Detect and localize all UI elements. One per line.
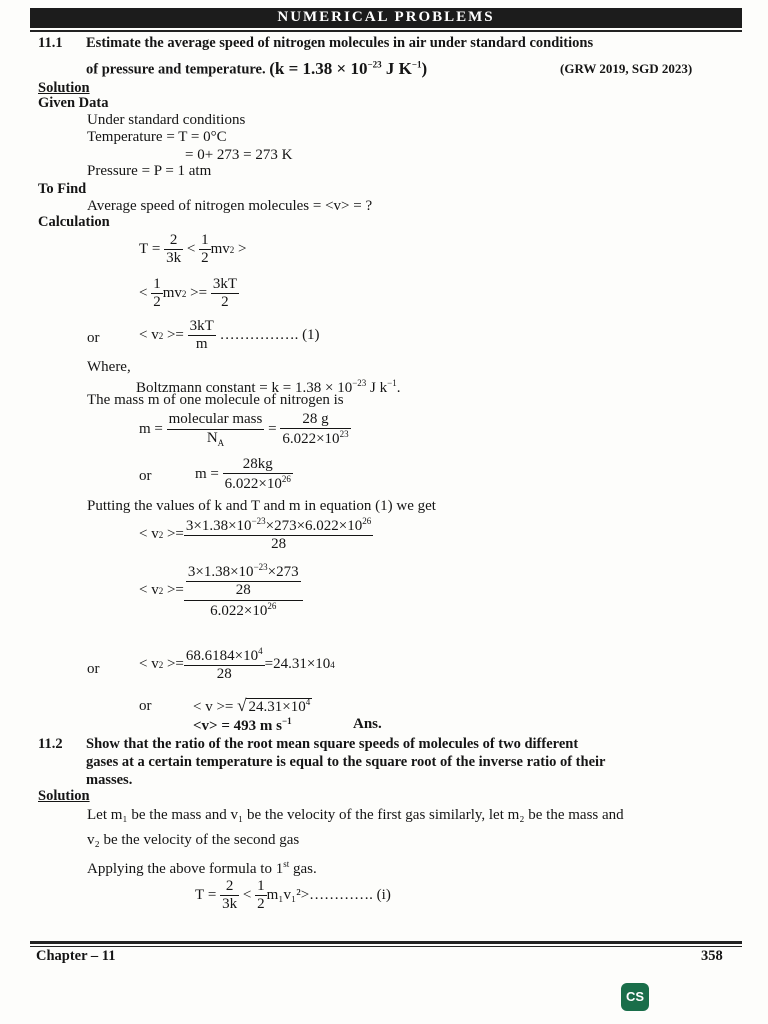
chapter-label: Chapter – 11 (36, 948, 116, 964)
to-find-heading: To Find (38, 181, 87, 197)
equation-mass: m = $\frac{\text{molecular mass}}{N_A}$ = $\frac{28 g}{6.022\times 10^{23}}$ (139, 411, 349, 448)
solution-line: Let m₁ be the mass and v₁ be the velocity of the first gas similarly, let m₂ be the mass and (87, 807, 624, 823)
ans-label: Ans. (353, 716, 382, 732)
given-line: Under standard conditions (87, 112, 246, 128)
question-number: 11.1 (38, 35, 63, 51)
equation-substitution-2: < v 2 >= $3\times 1.38\times 10^{-23}\times 273$ 28 $6.022\times 10^{26}$ (139, 562, 303, 620)
equation-substitution-1: < v 2 >= $\frac{3\times 1.38\times 10^{-23}\times 273\times 6.022\times 10^{26}}{28}$ (139, 516, 372, 553)
solution-heading: Solution (38, 788, 90, 804)
solution-line: v₂ be the velocity of the second gas (87, 832, 300, 848)
given-line: = 0+ 273 = 273 K (185, 147, 293, 163)
solution-line: Applying the above formula to 1st gas. (87, 859, 317, 877)
given-line: Temperature = T = 0°C (87, 129, 227, 145)
header-rule (30, 30, 742, 32)
given-line: Pressure = P = 1 atm (87, 163, 212, 179)
footer-rule (30, 941, 742, 944)
question-number: 11.2 (38, 736, 63, 752)
solution-heading: Solution (38, 80, 90, 96)
putting-line: Putting the values of k and T and m in equation (1) we get (87, 498, 436, 514)
section-header-bar (30, 8, 742, 28)
camscanner-logo-icon: CS (621, 983, 649, 1011)
or-label: or (139, 468, 152, 484)
question-text-line: of pressure and temperature. ($k = 1.38 \times 10^{-23}$ J $K^{-1}$) (86, 58, 428, 78)
question-text-line: Show that the ratio of the root mean square speeds of molecules of two different (86, 736, 579, 752)
question-reference: (GRW 2019, SGD 2023) (560, 61, 693, 76)
equation-mass-kg: m = $\frac{28kg}{6.022\times 10^{26}}$ (195, 456, 291, 493)
equation-i: T = $\frac{2}{3k}$ < $\frac{1}{2}$ m₁v₁²>…………. (i) (195, 878, 391, 913)
equation-1: < v 2 >= $\frac{3kT}{m}$ ……………. (1) (139, 318, 320, 353)
or-label: or (87, 661, 100, 677)
equation-sqrt: < v >= √ $24.31\times 10^4$ (193, 696, 311, 715)
where-label: Where, (87, 359, 131, 375)
boltzmann-line: Boltzmann constant = $k = 1.38 \times 10^{-23}$ J $k^{-1}$. (136, 378, 401, 396)
equation-mean-square: < v 2 >= $\frac{68.6184\times 10^4}{28}$ =24.31×10 4 (139, 646, 335, 683)
page-number: 358 (701, 948, 723, 964)
question-text-line: Estimate the average speed of nitrogen molecules in air under standard conditions (86, 35, 594, 51)
question-text-line: gases at a certain temperature is equal to the square root of the inverse ratio of their (86, 754, 606, 770)
question-text-line: masses. (86, 772, 133, 788)
final-answer: <v> = 493 m $s^{-1}$ (193, 716, 292, 734)
mass-intro-line: The mass m of one molecule of nitrogen is (87, 392, 344, 408)
calculation-heading: Calculation (38, 214, 110, 230)
or-label: or (139, 698, 152, 714)
to-find-line: Average speed of nitrogen molecules = <v> = ? (87, 198, 373, 214)
section-title: NUMERICAL PROBLEMS (277, 9, 495, 25)
footer-rule-thin (30, 946, 742, 947)
given-heading: Given Data (38, 95, 109, 111)
equation-temperature: T = $\frac{2}{3k}$ < $\frac{1}{2}$ mv 2 > (139, 232, 247, 267)
equation-kinetic-energy: < $\frac{1}{2}$ mv 2 >= $\frac{3kT}{2}$ (139, 276, 237, 311)
or-label: or (87, 330, 100, 346)
